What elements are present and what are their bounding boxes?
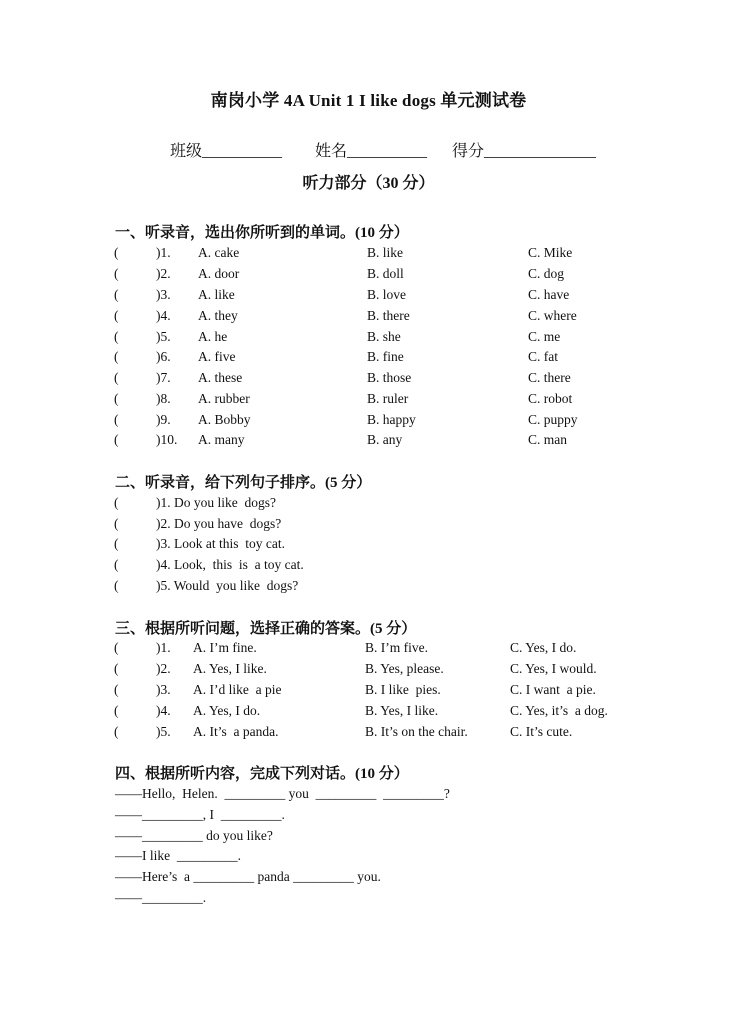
question-number: )9. [156,412,171,427]
section-1-question [0,245,737,266]
section-3-heading: 三、根据所听问题，选择正确的答案。(5 分） [115,621,417,637]
section-4-heading: 四、根据所听内容，完成下列对话。(10 分） [115,766,409,782]
option-c: C. there [528,370,571,385]
dialog-line: ——I like _________. [115,848,241,863]
section-1-question [0,287,737,308]
option-b: B. ruler [367,391,409,406]
page-title: 南岗小学 4A Unit 1 I like dogs 单元测试卷 [210,91,527,110]
section-2-sentence [0,557,737,578]
section-1-question [0,308,737,329]
option-a: A. Bobby [198,412,251,427]
answer-paren: ( [114,329,119,344]
option-a: A. these [198,370,243,385]
section-1-question [0,349,737,370]
question-number: )8. [156,391,171,406]
score-field: 得分______________ [452,143,597,160]
section-2-sentence [0,495,737,516]
listening-part-title: 听力部分（30 分） [302,175,435,192]
option-a: A. rubber [198,391,250,406]
question-number: )6. [156,349,171,364]
question-number: )3. [156,287,171,302]
dialog-line: ——Hello, Helen. _________ you _________ _________? [115,786,450,801]
option-b: B. like [367,245,403,260]
section-1-heading: 一、听录音，选出你所听到的单词。(10 分） [115,225,409,241]
option-c: C. Yes, it’s a dog. [510,703,608,718]
option-b: B. Yes, I like. [365,703,439,718]
section-3-question [0,703,737,724]
option-a: A. door [198,266,240,281]
option-c: C. me [528,329,561,344]
section-1-question [0,266,737,287]
question-number: )2. [156,661,171,676]
section-1-question [0,412,737,433]
option-a: A. they [198,308,238,323]
option-c: C. man [528,432,567,447]
answer-paren: ( [114,412,119,427]
section-1-question [0,329,737,350]
answer-paren: ( [114,495,119,510]
option-b: B. doll [367,266,404,281]
sentence-text: )5. Would you like dogs? [156,578,299,593]
option-c: C. Mike [528,245,573,260]
dialog-line: ——Here’s a _________ panda _________ you. [115,869,381,884]
option-c: C. It’s cute. [510,724,573,739]
option-b: B. she [367,329,401,344]
section-2-heading: 二、听录音，给下列句子排序。(5 分） [115,475,372,491]
section-1-question [0,391,737,412]
answer-paren: ( [114,724,119,739]
question-number: )3. [156,682,171,697]
answer-paren: ( [114,245,119,260]
answer-paren: ( [114,287,119,302]
option-b: B. fine [367,349,404,364]
name-field: 姓名__________ [315,143,428,160]
option-a: A. cake [198,245,240,260]
section-2-sentence [0,536,737,557]
answer-paren: ( [114,661,119,676]
section-3-question [0,724,737,745]
option-a: A. Yes, I do. [193,703,261,718]
sentence-text: )3. Look at this toy cat. [156,536,285,551]
option-a: A. like [198,287,235,302]
option-b: B. those [367,370,412,385]
answer-paren: ( [114,432,119,447]
answer-paren: ( [114,516,119,531]
option-a: A. I’d like a pie [193,682,282,697]
sentence-text: )4. Look, this is a toy cat. [156,557,304,572]
option-c: C. Yes, I do. [510,640,577,655]
section-1-question [0,432,737,453]
answer-paren: ( [114,391,119,406]
answer-paren: ( [114,578,119,593]
answer-paren: ( [114,308,119,323]
question-number: )4. [156,308,171,323]
option-b: B. I like pies. [365,682,441,697]
option-c: C. fat [528,349,558,364]
option-b: B. happy [367,412,416,427]
question-number: )2. [156,266,171,281]
answer-paren: ( [114,557,119,572]
option-b: B. love [367,287,406,302]
option-c: C. Yes, I would. [510,661,597,676]
section-2-sentence [0,516,737,537]
section-3-question [0,661,737,682]
sentence-text: )1. Do you like dogs? [156,495,276,510]
option-b: B. there [367,308,410,323]
section-3-question [0,682,737,703]
dialog-line: ——_________. [115,890,207,905]
option-b: B. It’s on the chair. [365,724,468,739]
option-b: B. any [367,432,403,447]
dialog-line: ——_________ do you like? [115,828,273,843]
option-c: C. have [528,287,570,302]
answer-paren: ( [114,370,119,385]
sentence-text: )2. Do you have dogs? [156,516,282,531]
option-c: C. puppy [528,412,578,427]
class-field: 班级__________ [170,143,283,160]
section-2-sentence [0,578,737,599]
option-c: C. where [528,308,577,323]
option-c: C. dog [528,266,565,281]
option-c: C. robot [528,391,573,406]
question-number: )1. [156,245,171,260]
question-number: )5. [156,329,171,344]
answer-paren: ( [114,640,119,655]
option-c: C. I want a pie. [510,682,596,697]
question-number: )4. [156,703,171,718]
question-number: )5. [156,724,171,739]
section-3-question [0,640,737,661]
answer-paren: ( [114,349,119,364]
option-b: B. I’m five. [365,640,428,655]
answer-paren: ( [114,266,119,281]
question-number: )1. [156,640,171,655]
answer-paren: ( [114,536,119,551]
option-a: A. It’s a panda. [193,724,279,739]
answer-paren: ( [114,703,119,718]
question-number: )10. [156,432,178,447]
option-a: A. Yes, I like. [193,661,267,676]
option-b: B. Yes, please. [365,661,444,676]
option-a: A. five [198,349,236,364]
answer-paren: ( [114,682,119,697]
section-1-question [0,370,737,391]
question-number: )7. [156,370,171,385]
dialog-line: ——_________, I _________. [115,807,285,822]
option-a: A. he [198,329,228,344]
option-a: A. many [198,432,245,447]
option-a: A. I’m fine. [193,640,257,655]
